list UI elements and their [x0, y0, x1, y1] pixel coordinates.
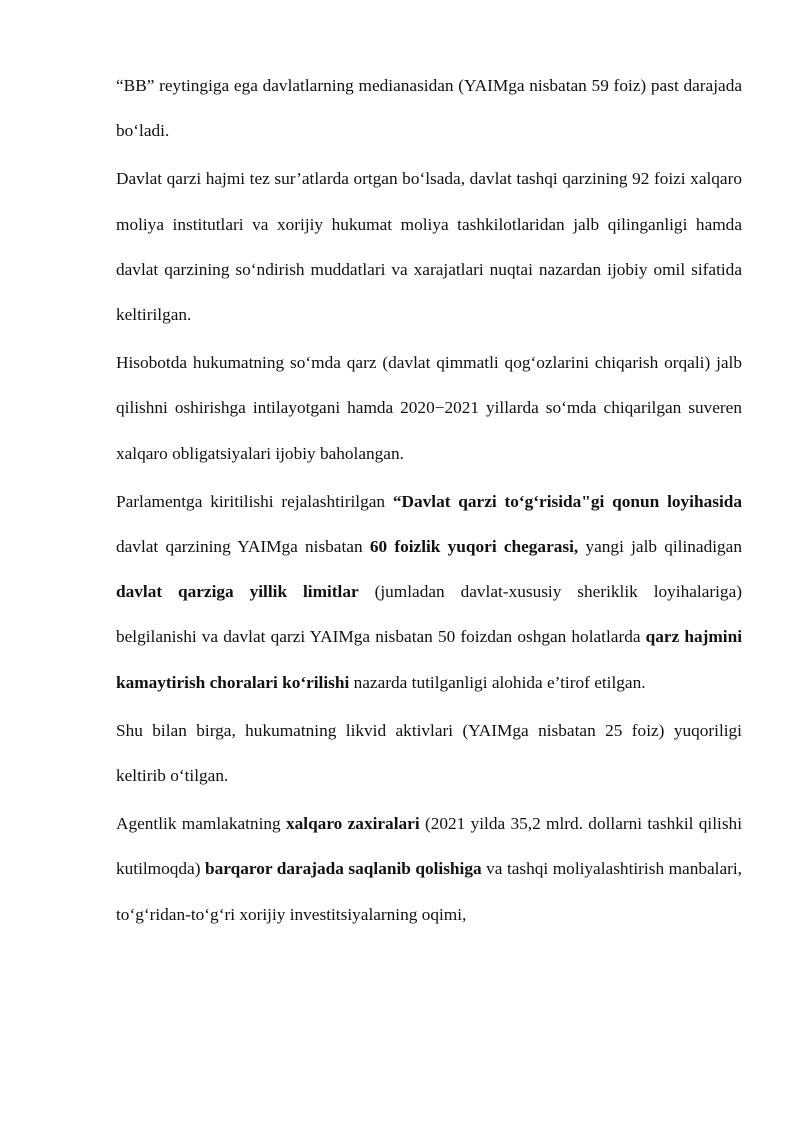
bold-text-run: 60 foizlik yuqori chegarasi, [369, 537, 579, 557]
document-page [116, 63, 742, 937]
text-run: Shu bilan birga, hukumatning likvid aktivlari (YAIMga nisbatan 25 foiz) yuqoriligi keltirib o‘tilgan. [116, 720, 742, 786]
paragraph-5 [116, 708, 742, 798]
text-run: “BB” reytingiga ega davlatlarning medianasidan (YAIMga nisbatan 59 foiz) past darajada bo‘ladi. [116, 76, 742, 141]
text-run: va tashqi moliyalashtirish manbalari, to‘g‘ridan-to‘g‘ri xorijiy investitsiyalarning oqimi, [116, 859, 743, 924]
paragraph-2 [116, 156, 742, 337]
bold-text-run: barqaror darajada saqlanib qolishiga [204, 859, 482, 879]
text-run: Hisobotda hukumatning so‘mda qarz (davlat qimmatli qog‘ozlarini chiqarish orqali) jalb qilishni oshirishga intilayotgani hamda 2020−2021 yillarda so‘mda chiqarilgan suveren xalqaro obligatsiyalari ijobiy baholangan. [116, 353, 742, 463]
bold-text-run: davlat qarziga yillik limitlar [116, 582, 359, 602]
bold-text-run: “Davlat qarzi to‘g‘risida"gi qonun loyihasida [392, 491, 742, 511]
paragraph-6 [116, 801, 742, 937]
bold-text-run: xalqaro zaxiralari [285, 814, 420, 834]
text-run: davlat qarzining YAIMga nisbatan [116, 537, 370, 557]
text-run: (2021 yilda 35,2 mlrd. dollarni tashkil qilishi kutilmoqda) [116, 814, 742, 879]
paragraph-1 [116, 63, 742, 153]
paragraph-3 [116, 340, 742, 476]
text-run: Parlamentga kiritilishi rejalashtirilgan [116, 491, 393, 511]
text-run: (jumladan davlat-xususiy sheriklik loyihalariga) belgilanishi va davlat qarzi YAIMga nisbatan 50 foizdan oshgan holatlarda [116, 582, 742, 647]
bold-text-run: qarz hajmini kamaytirish choralari ko‘rilishi [116, 627, 743, 692]
text-run: Agentlik mamlakatning [116, 814, 286, 834]
paragraph-4 [116, 479, 742, 705]
text-run: nazarda tutilganligi alohida e’tirof etilgan. [349, 672, 646, 692]
text-run: Davlat qarzi hajmi tez sur’atlarda ortgan bo‘lsada, davlat tashqi qarzining 92 foizi xalqaro moliya institutlari va xorijiy hukumat moliya tashkilotlaridan jalb qilinganligi hamda davlat qarzining so‘ndirish muddatlari va xarajatlari nuqtai nazardan ijobiy omil sifatida keltirilgan. [116, 169, 742, 325]
text-run: yangi jalb qilinadigan [578, 537, 742, 557]
